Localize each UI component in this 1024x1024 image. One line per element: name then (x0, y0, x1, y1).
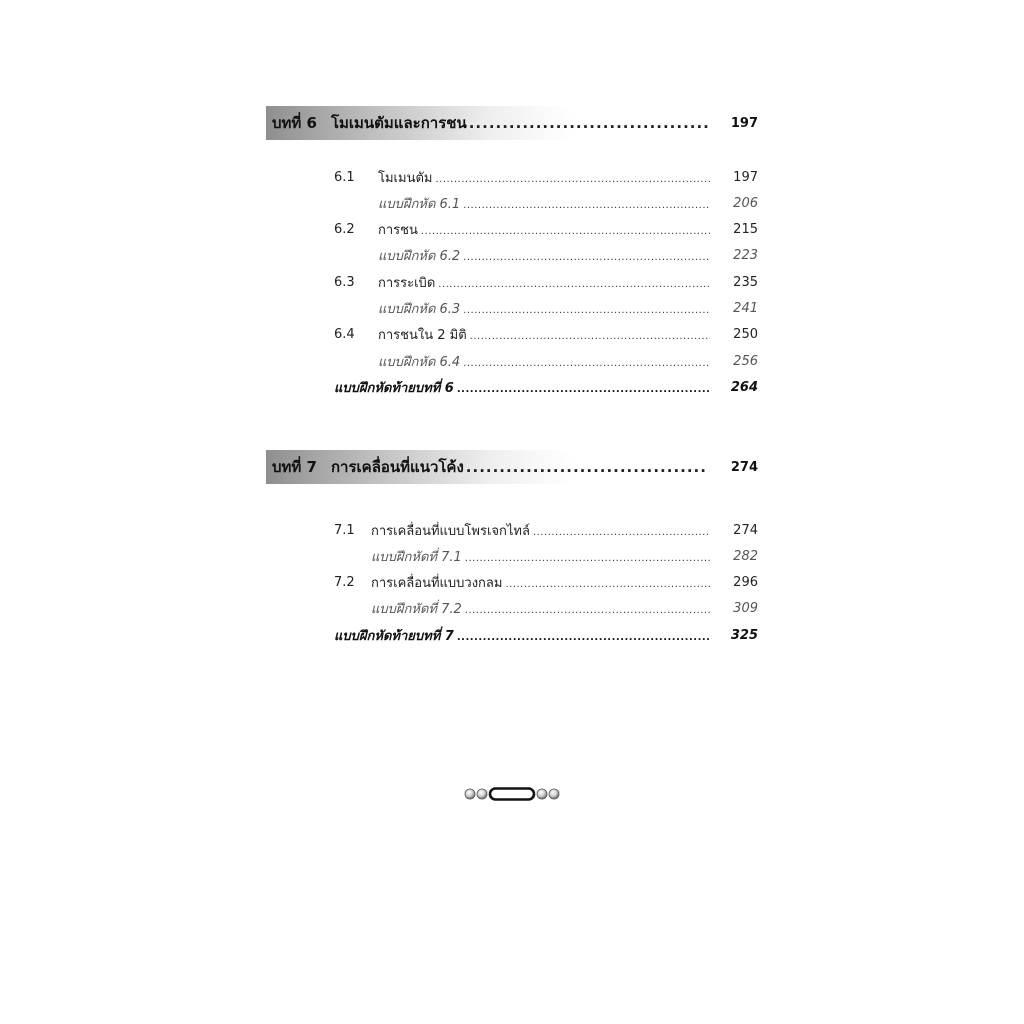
section-number: 7.2 (334, 574, 355, 590)
dot-leader (469, 114, 708, 132)
page-number: 206 (733, 195, 758, 211)
page-number: 250 (733, 326, 758, 342)
page-number: 325 (730, 627, 758, 643)
page-number: 296 (733, 574, 758, 590)
toc-entry-end-of-chapter-6 (334, 377, 758, 397)
chapter-6-label: บทที่ 6 (272, 114, 317, 132)
exercise-title: แบบฝึกหัด 6.4 (378, 354, 461, 370)
exercise-title: แบบฝึกหัดที่ 7.2 (371, 601, 462, 617)
chapter-7-title: การเคลื่อนที่แนวโค้ง (330, 458, 464, 476)
toc-entry-exercise-7-1 (334, 546, 758, 566)
page-number: 215 (733, 221, 758, 237)
toc-entry-6-4 (334, 324, 758, 344)
dot-leader (457, 383, 710, 397)
section-number: 6.3 (334, 274, 355, 290)
section-title: การระเบิด (378, 275, 436, 291)
page-number: 256 (733, 353, 758, 369)
dot-leader (435, 173, 710, 187)
ornament-circle-icon (549, 789, 559, 799)
page-number: 282 (733, 548, 758, 564)
exercise-title: แบบฝึกหัด 6.1 (378, 196, 461, 212)
toc-entry-exercise-7-2 (334, 598, 758, 618)
section-title: การชน (378, 222, 418, 238)
page-number: 241 (733, 300, 758, 316)
dot-leader (465, 604, 710, 618)
exercise-title: แบบฝึกหัด 6.2 (378, 248, 461, 264)
ornament-circle-icon (477, 789, 487, 799)
page-number: 223 (733, 247, 758, 263)
section-title: การชนใน 2 มิติ (378, 327, 467, 343)
exercise-title: แบบฝึกหัด 6.3 (378, 301, 461, 317)
section-title: การเคลื่อนที่แบบโพรเจกไทล์ (371, 523, 530, 539)
dot-leader (457, 631, 710, 645)
chapter-6-heading (272, 106, 758, 140)
toc-entry-exercise-6-1 (334, 193, 758, 213)
section-number: 6.4 (334, 326, 355, 342)
chapter-7-heading (272, 450, 758, 484)
section-number: 6.2 (334, 221, 355, 237)
toc-entry-7-2 (334, 572, 758, 592)
dot-leader (463, 304, 710, 318)
page-number-capsule-icon (490, 789, 534, 800)
section-number: 7.1 (334, 522, 355, 538)
page-number: 274 (733, 522, 758, 538)
toc-entry-exercise-6-4 (334, 351, 758, 371)
page-ornament-icon (464, 786, 560, 802)
toc-entry-end-of-chapter-7 (334, 625, 758, 645)
dot-leader (470, 330, 710, 344)
chapter-7-label: บทที่ 7 (272, 458, 317, 476)
toc-entry-7-1 (334, 520, 758, 540)
toc-entry-6-2 (334, 219, 758, 239)
section-title: โมเมนตัม (378, 170, 433, 186)
ornament-circle-icon (537, 789, 547, 799)
ornament-circle-icon (465, 789, 475, 799)
dot-leader (421, 225, 710, 239)
dot-leader (465, 552, 710, 566)
dot-leader (505, 578, 710, 592)
page-number: 309 (733, 600, 758, 616)
end-exercise-title: แบบฝึกหัดท้ายบทที่ 6 (334, 380, 454, 396)
page-number: 235 (733, 274, 758, 290)
dot-leader (466, 458, 708, 476)
dot-leader (463, 357, 710, 371)
chapter-6-title: โมเมนตัมและการชน (330, 114, 467, 132)
page-number: 264 (730, 379, 758, 395)
toc-entry-6-1 (334, 167, 758, 187)
chapter-7-page: 274 (730, 459, 758, 475)
dot-leader (463, 251, 710, 265)
toc-entry-6-3 (334, 272, 758, 292)
chapter-6-page: 197 (730, 115, 758, 131)
exercise-title: แบบฝึกหัดที่ 7.1 (371, 549, 462, 565)
dot-leader (463, 199, 710, 213)
toc-entry-exercise-6-3 (334, 298, 758, 318)
section-title: การเคลื่อนที่แบบวงกลม (371, 575, 503, 591)
page-number: 197 (733, 169, 758, 185)
section-number: 6.1 (334, 169, 355, 185)
dot-leader (438, 278, 710, 292)
dot-leader (533, 526, 710, 540)
end-exercise-title: แบบฝึกหัดท้ายบทที่ 7 (334, 628, 454, 644)
toc-entry-exercise-6-2 (334, 245, 758, 265)
